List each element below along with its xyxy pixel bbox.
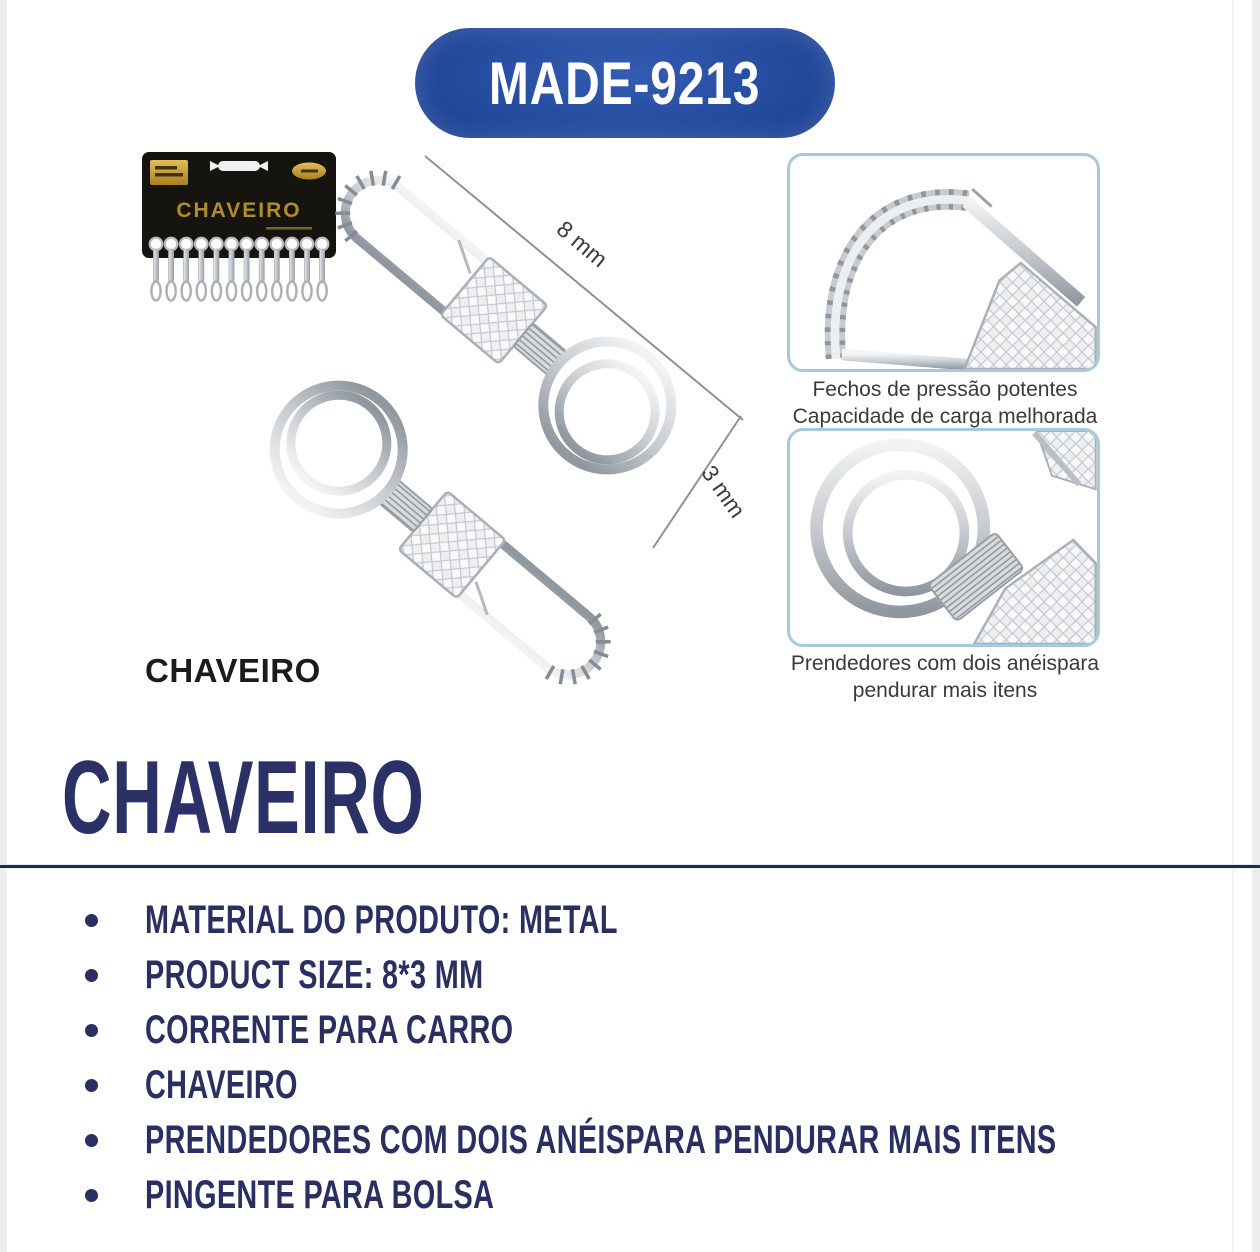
feature-text: PRODUCT SIZE: 8*3 MM (145, 952, 484, 997)
feature-item (0, 1117, 1260, 1162)
bullet-icon (85, 969, 98, 982)
feature-item (0, 1172, 1260, 1217)
callout-rings-caption-line2: pendurar mais itens (852, 678, 1038, 702)
feature-item (0, 897, 1260, 942)
price-sticker (150, 160, 188, 185)
feature-list (0, 897, 1260, 1231)
product-photo-caption: CHAVEIRO (145, 652, 321, 689)
feature-text: CHAVEIRO (145, 1062, 298, 1107)
callout-rings-caption-line1: Prendedores com dois anéispara (790, 652, 1100, 675)
bullet-icon (85, 1079, 98, 1092)
keychain-top (304, 148, 697, 496)
callout-clasp-caption-line1: Fechos de pressão potentes (812, 378, 1078, 401)
callout-rings-caption (765, 651, 1125, 705)
model-badge (415, 28, 835, 138)
rings-closeup-photo (790, 431, 1097, 644)
bullet-icon (85, 1134, 98, 1147)
feature-text: MATERIAL DO PRODUTO: METAL (145, 897, 618, 942)
feature-text: PINGENTE PARA BOLSA (145, 1172, 495, 1217)
clasp-closeup-photo (790, 156, 1097, 369)
feature-item (0, 952, 1260, 997)
callout-clasp-caption-line2: Capacidade de carga melhorada (792, 404, 1098, 428)
divider (0, 864, 1260, 869)
bullet-icon (85, 1189, 98, 1202)
callout-rings (787, 428, 1100, 647)
bullet-icon (85, 1024, 98, 1037)
dimension-height-label: 3 mm (696, 460, 751, 523)
bullet-icon (85, 914, 98, 927)
feature-item (0, 1007, 1260, 1052)
model-badge-label: MADE-9213 (489, 49, 761, 117)
feature-text: PRENDEDORES COM DOIS ANÉISPARA PENDURAR MAIS ITENS (145, 1117, 1057, 1162)
product-photo (225, 148, 770, 713)
callout-clasp-caption (765, 377, 1125, 431)
dimension-width-label: 8 mm (551, 215, 613, 273)
page-title: CHAVEIRO (62, 740, 425, 856)
feature-text: CORRENTE PARA CARRO (145, 1007, 514, 1052)
package-brand-text: CHAVEIRO (176, 199, 302, 222)
callout-clasp (787, 153, 1100, 372)
feature-item (0, 1062, 1260, 1107)
